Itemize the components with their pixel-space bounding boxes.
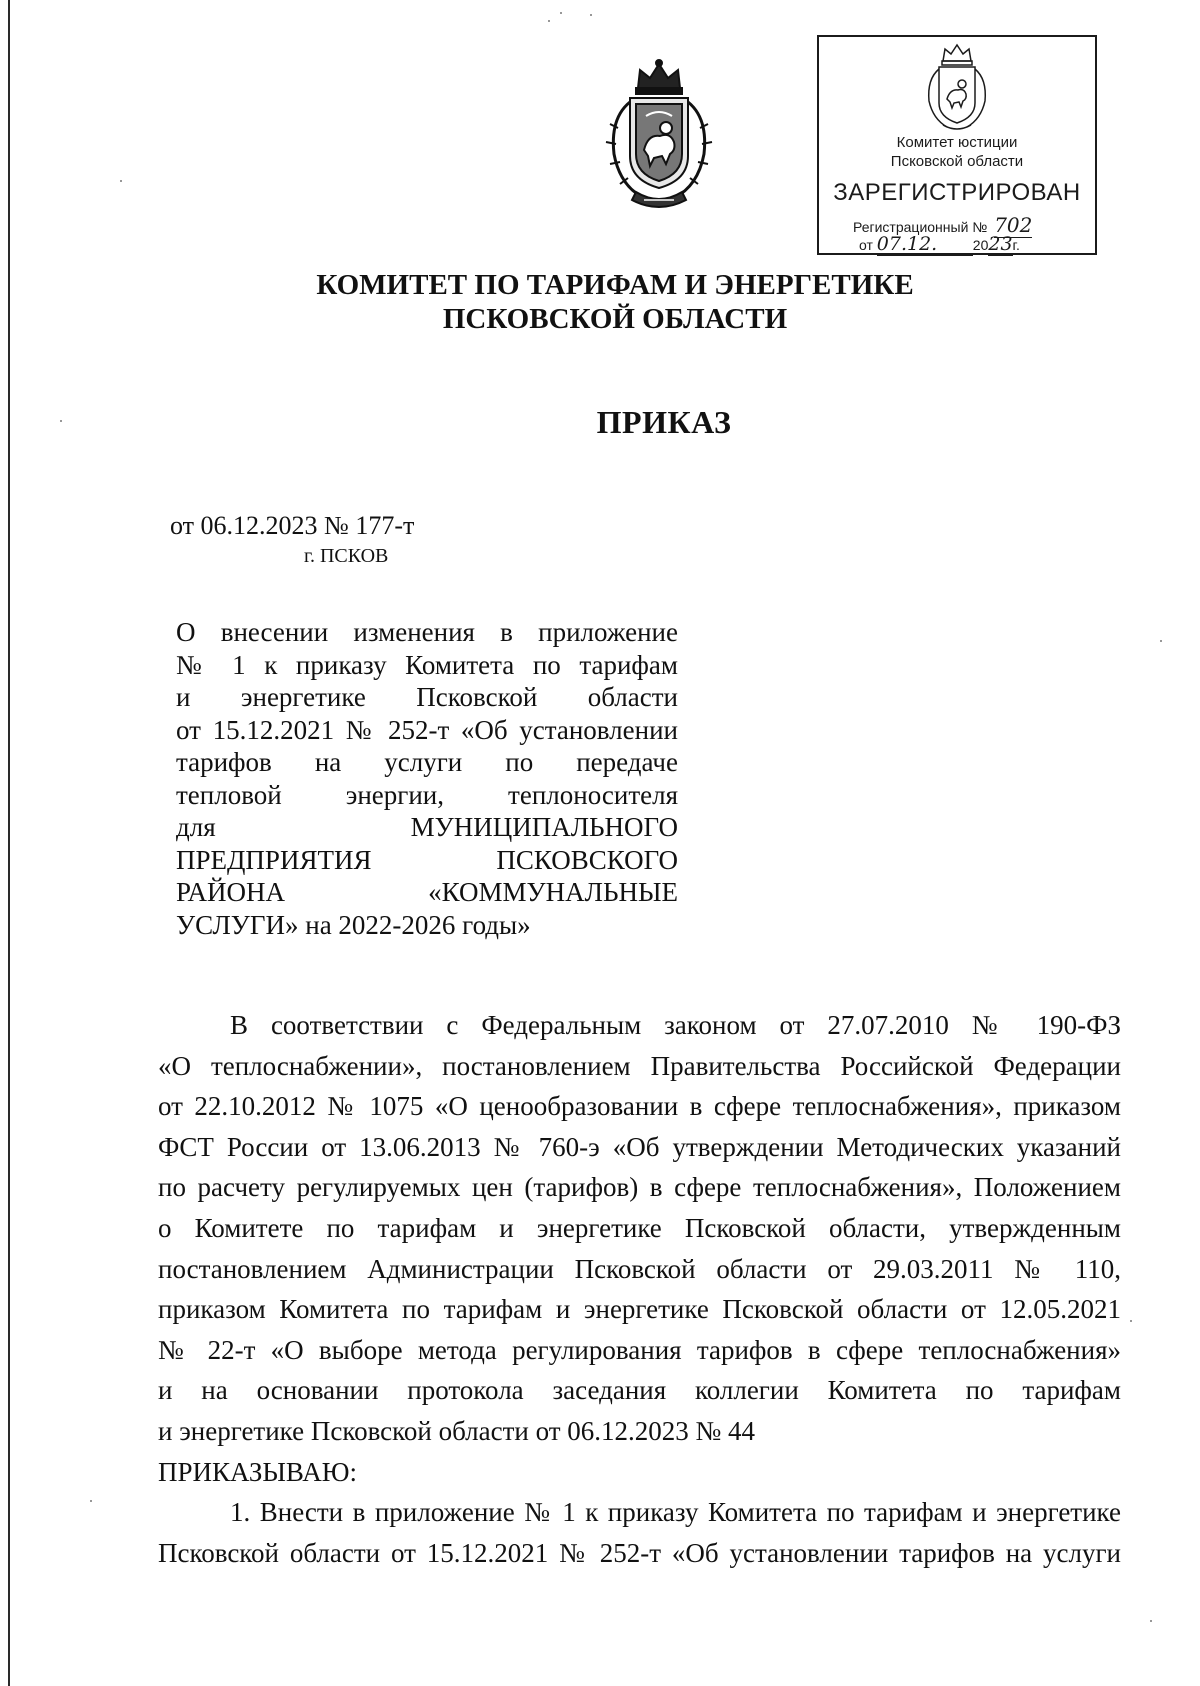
subject-line: тепловой энергии, теплоносителя [176, 779, 678, 810]
body-line: от 22.10.2012 № 1075 «О ценообразовании в сфере теплоснабжения», приказом [158, 1091, 1121, 1122]
stamp-date-prefix: от [859, 237, 873, 253]
subject-line: для МУНИЦИПАЛЬНОГО [176, 812, 678, 842]
body-line: и на основании протокола заседания коллегии Комитета по тарифам [158, 1375, 1121, 1406]
scan-speck [60, 420, 62, 422]
stamp-year-prefix: 20 [972, 237, 989, 253]
subject-line: тарифов на услуги по передаче [176, 747, 678, 777]
order-keyword: ПРИКАЗЫВАЮ: [158, 1456, 357, 1487]
document-body [158, 1005, 1121, 1573]
scan-speck [548, 20, 550, 22]
body-line: ФСТ России от 13.06.2013 № 760-э «Об утверждении Методических указаний [158, 1131, 1121, 1162]
scan-speck [1130, 1320, 1132, 1322]
scan-speck [560, 12, 562, 14]
body-line: по расчету регулируемых цен (тарифов) в сфере теплоснабжения», Положением [158, 1172, 1121, 1203]
document-date-number: от 06.12.2023 № 177-т [170, 511, 415, 540]
org-title-line2: ПСКОВСКОЙ ОБЛАСТИ [442, 303, 788, 335]
scan-speck [1150, 1620, 1152, 1622]
subject-line: УСЛУГИ» на 2022-2026 годы» [176, 909, 531, 940]
stamp-coat-of-arms-icon [921, 43, 993, 133]
body-line: приказом Комитета по тарифам и энергетике Псковской области от 12.05.2021 [158, 1294, 1121, 1325]
body-line: постановлением Администрации Псковской области от 29.03.2011 № 110, [158, 1253, 1121, 1284]
scan-border [8, 0, 10, 1686]
document-city: г. ПСКОВ [304, 545, 389, 567]
document-subject [176, 616, 678, 941]
stamp-regdate [859, 233, 1020, 256]
scan-speck [590, 14, 592, 16]
body-line: Псковской области от 15.12.2021 № 252-т «Об установлении тарифов на услуги [158, 1537, 1121, 1568]
subject-line: РАЙОНА «КОММУНАЛЬНЫЕ [176, 877, 678, 907]
scan-speck [1160, 640, 1162, 642]
stamp-registered-label: ЗАРЕГИСТРИРОВАН [833, 179, 1081, 206]
body-line: 1. Внести в приложение № 1 к приказу Комитета по тарифам и энергетике [230, 1497, 1121, 1528]
scan-speck [120, 180, 122, 182]
subject-line: и энергетике Псковской области [176, 682, 678, 712]
stamp-date-handwritten: 07.12. [877, 233, 973, 256]
body-line: о Комитете по тарифам и энергетике Псковской области, утвержденным [158, 1212, 1121, 1243]
subject-line: № 1 к приказу Комитета по тарифам [176, 649, 678, 680]
body-line: № 22-т «О выборе метода регулирования тарифов в сфере теплоснабжения» [158, 1334, 1121, 1365]
registration-stamp [817, 35, 1097, 255]
coat-of-arms-emblem [600, 58, 718, 210]
stamp-committee-line2: Псковской области [890, 153, 1024, 170]
document-type-title: ПРИКАЗ [596, 404, 732, 440]
subject-line: О внесении изменения в приложение [176, 617, 678, 647]
stamp-regnum-label: Регистрационный № [853, 219, 988, 235]
stamp-committee-line1: Комитет юстиции [896, 134, 1018, 151]
stamp-year-handwritten: 23 [988, 233, 1013, 255]
subject-line: от 15.12.2021 № 252-т «Об установлении [176, 714, 678, 745]
stamp-year-suffix: г. [1012, 237, 1020, 253]
stamp-regnum-value: 702 [994, 213, 1033, 237]
org-title-line1: КОМИТЕТ ПО ТАРИФАМ И ЭНЕРГЕТИКЕ [316, 269, 914, 301]
body-line: В соответствии с Федеральным законом от 27.07.2010 № 190-ФЗ [230, 1010, 1121, 1040]
subject-line: ПРЕДПРИЯТИЯ ПСКОВСКОГО [176, 844, 678, 875]
body-line: и энергетике Псковской области от 06.12.2023 № 44 [158, 1415, 756, 1446]
scan-speck [90, 1500, 92, 1502]
body-line: «О теплоснабжении», постановлением Правительства Российской Федерации [158, 1050, 1121, 1081]
